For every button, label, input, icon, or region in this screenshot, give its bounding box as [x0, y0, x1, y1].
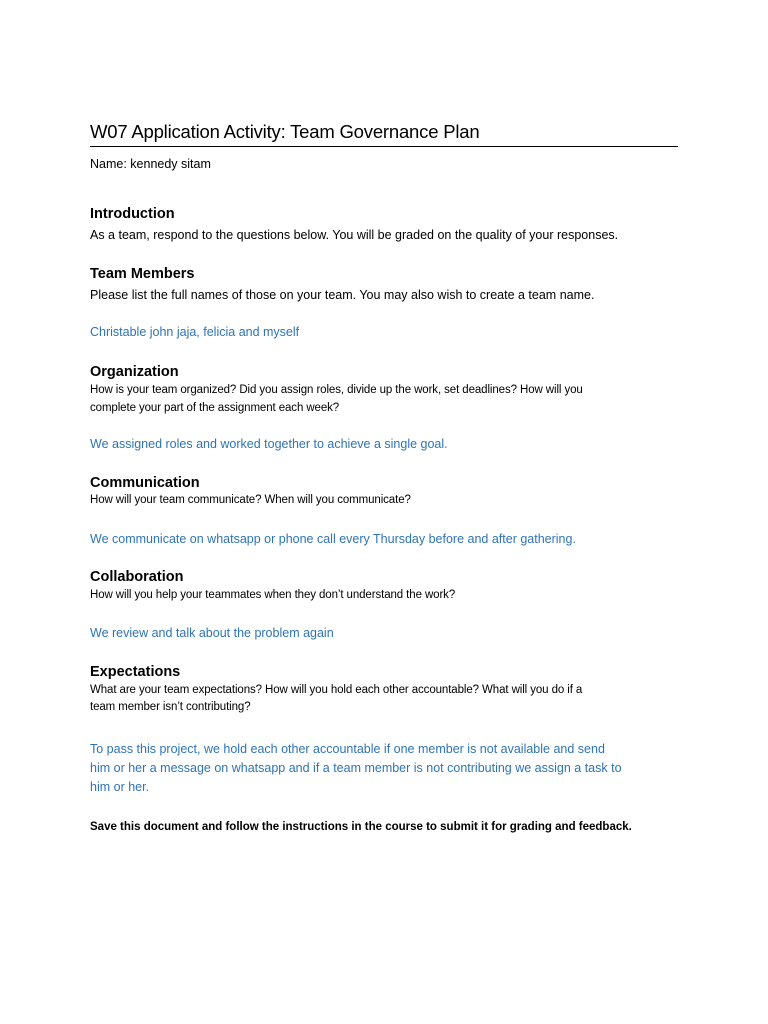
- collaboration-prompt: How will you help your teammates when they don’t understand the work?: [90, 589, 456, 601]
- expectations-answer-line-2: him or her a message on whatsapp and if a team member is not contributing we assign a task to: [90, 761, 622, 775]
- organization-prompt-line-2: complete your part of the assignment each week?: [90, 402, 340, 414]
- communication-answer: We communicate on whatsapp or phone call every Thursday before and after gathering.: [90, 532, 576, 546]
- communication-heading: Communication: [90, 475, 200, 491]
- submission-instructions: Save this document and follow the instructions in the course to submit it for grading and feedback.: [90, 821, 632, 833]
- document-title: W07 Application Activity: Team Governance Plan: [90, 121, 480, 142]
- organization-prompt-line-1: How is your team organized? Did you assign roles, divide up the work, set deadlines? How will you: [90, 384, 583, 396]
- team-members-answer: Christable john jaja, felicia and myself: [90, 325, 300, 339]
- communication-prompt: How will your team communicate? When will you communicate?: [90, 494, 411, 506]
- organization-heading: Organization: [90, 364, 179, 380]
- expectations-answer-line-3: him or her.: [90, 780, 150, 794]
- expectations-answer-line-1: To pass this project, we hold each other accountable if one member is not available and send: [90, 742, 605, 756]
- collaboration-heading: Collaboration: [90, 569, 184, 585]
- expectations-prompt-line-1: What are your team expectations? How will you hold each other accountable? What will you do if a: [90, 684, 583, 696]
- collaboration-answer: We review and talk about the problem again: [90, 626, 334, 640]
- student-name: Name: kennedy sitam: [90, 157, 211, 171]
- introduction-prompt: As a team, respond to the questions below. You will be graded on the quality of your responses.: [90, 228, 619, 242]
- expectations-heading: Expectations: [90, 664, 181, 680]
- team-members-prompt: Please list the full names of those on your team. You may also wish to create a team name.: [90, 288, 595, 302]
- organization-answer: We assigned roles and worked together to achieve a single goal.: [90, 437, 448, 451]
- team-members-heading: Team Members: [90, 266, 195, 282]
- title-divider: [90, 146, 678, 147]
- introduction-heading: Introduction: [90, 206, 175, 222]
- expectations-prompt-line-2: team member isn’t contributing?: [90, 701, 251, 713]
